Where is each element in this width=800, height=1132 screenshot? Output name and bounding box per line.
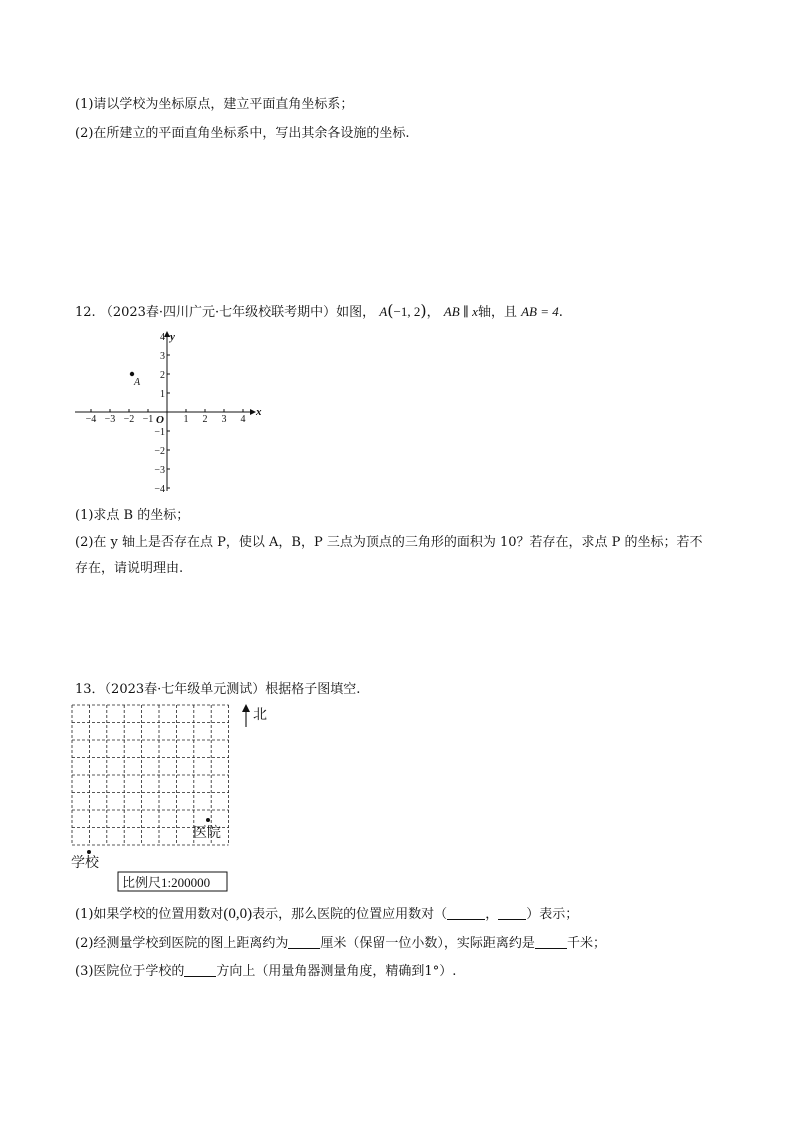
q12-stem: 12. （2023春·四川广元·七年级校联考期中）如图， A(−1, 2)， AB ∥ x轴，且 AB = 4.: [75, 301, 563, 320]
q12-number: 12.: [75, 305, 96, 320]
point-a-label: A: [134, 377, 141, 388]
point-a: [130, 372, 134, 376]
y-axis-label: y: [170, 331, 175, 343]
north-arrow-head: [242, 704, 250, 712]
q12-end: .: [558, 305, 563, 320]
q12-point-label: A: [379, 304, 388, 319]
q13-blank-3: [288, 934, 320, 949]
q13-part1-b: 表示，那么医院的位置应用数对（: [252, 907, 448, 922]
y-tick-label: 4: [160, 332, 165, 343]
x-axis-label: x: [256, 406, 262, 418]
q12-point-coords: −1, 2: [393, 304, 421, 319]
q13-part2-c: 千米；: [566, 936, 606, 951]
y-tick-label: −2: [154, 446, 165, 457]
hospital-label: 医院: [193, 826, 221, 841]
x-tick-label: 2: [202, 414, 208, 425]
q13-blank-1: [447, 905, 485, 920]
y-tick-label: 2: [160, 370, 165, 381]
q12-source: （2023春·四川广元·七年级校联考期中）如图，: [99, 305, 376, 320]
q13-part1-c: ）表示；: [526, 907, 579, 922]
school-point: [87, 850, 91, 854]
y-tick-label: −4: [154, 484, 165, 495]
y-tick-label: −3: [154, 465, 165, 476]
q13-part2-a: (2)经测量学校到医院的图上距离约为: [75, 936, 289, 951]
north-label: 北: [253, 708, 267, 723]
x-tick-label: 3: [221, 414, 227, 425]
q13-blank-4: [535, 934, 567, 949]
q11-part2: (2)在所建立的平面直角坐标系中，写出其余各设施的坐标.: [75, 126, 410, 141]
x-tick-label: −2: [123, 414, 135, 425]
x-tick-label: 4: [240, 414, 246, 425]
y-tick-label: 3: [160, 351, 165, 362]
q13-blank-2: [498, 905, 526, 920]
school-label: 学校: [71, 856, 99, 871]
q13-part3-b: 方向上（用量角器测量角度，精确到1°）.: [216, 964, 457, 979]
scale-label: 比例尺1:200000: [122, 875, 211, 890]
hospital-point: [206, 818, 210, 822]
q12-sep: ，: [426, 305, 440, 320]
q13-header: 13．（2023春·七年级单元测试）根据格子图填空.: [75, 682, 361, 697]
y-tick-label: −1: [154, 427, 165, 438]
grid-map: [68, 700, 268, 895]
q13-part2-b: 厘米（保留一位小数），实际距离约是: [320, 936, 535, 951]
q13-part3-a: (3)医院位于学校的: [75, 964, 185, 979]
q12-part1: (1)求点 B 的坐标；: [75, 508, 190, 523]
q12-parallel: AB ∥ x: [443, 304, 478, 319]
q13-part1-pair: (0,0): [223, 906, 253, 922]
x-tick-label: −4: [85, 414, 97, 425]
x-tick-label: 1: [183, 414, 189, 425]
y-tick-label: 1: [160, 389, 165, 400]
q13-blank-5: [184, 962, 216, 977]
q13-part3: [75, 962, 456, 981]
x-tick-label: −3: [104, 414, 116, 425]
q13-part1: [75, 905, 578, 924]
x-tick-label: −1: [142, 414, 154, 425]
q13-part1-sep: ，: [485, 907, 499, 922]
q12-length: AB = 4: [521, 304, 559, 319]
q12-part2-line1: (2)在 y 轴上是否存在点 P，使以 A，B，P 三点为顶点的三角形的面积为 10？若存在，求点 P 的坐标；若不: [75, 535, 703, 550]
origin-label: O: [156, 414, 164, 426]
q12-part2-line2: 存在，请说明理由.: [75, 561, 184, 576]
q11-part1: (1)请以学校为坐标原点，建立平面直角坐标系；: [75, 97, 354, 112]
q13-part1-a: (1)如果学校的位置用数对: [75, 907, 224, 922]
q12-axis-word: 轴，且: [477, 305, 517, 320]
coordinate-graph: [70, 328, 270, 498]
q13-part2: [75, 934, 606, 953]
